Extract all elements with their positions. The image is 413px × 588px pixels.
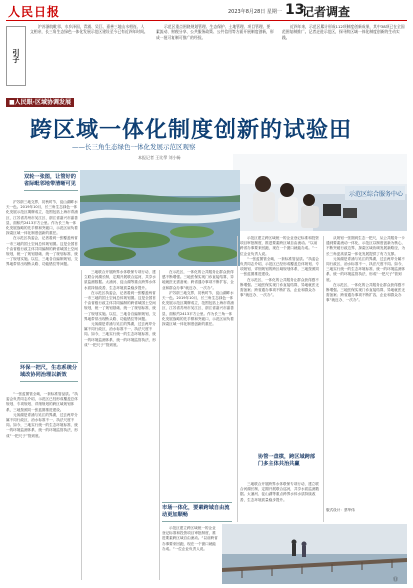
article-paragraph: 在示范区执委会，记者看到一张覆盖两省一市三地的国土空间总体规划图。这是全国首个由省级行政主体共同编制的跨省域国土空间规划，统一了规划基础、统一了规划标准、统一了规划实施。以往，三地各自编制规划，交界地带常出现断头路、功能错位等问题。 (84, 290, 156, 321)
article-paragraph: 在示范区，一体化的公共服务让群众获得感不断增强。三地医保实现门诊直接结算，异地就医无需备案；跨省通办事项不断扩容，企业和群众办事“就近办、一次办”。 (326, 282, 406, 303)
article-paragraph: 示范区建立跨区域统一的企业登记标准和投资项目审批制度，推进要素跨区域自由流动。“以前跨省办事要来回跑，现在一个窗口就能办成。”一位企业负责人说。 (240, 236, 319, 256)
byline: 本报记者 王比學 刘小畅 (138, 155, 181, 160)
intro-paragraph: 近四年来，示范区累计形成112项制度创新成果，其中38项已在全国范围复制推广。记者走进示范区，探寻跨区域一体化制度创新的生动实践。 (282, 24, 405, 40)
section-subhead: 双轮一张图，让管好的省际毗邻地带清晰可见 (24, 171, 78, 191)
service-center-photo (233, 154, 407, 231)
article-column (240, 236, 320, 456)
article-column (84, 270, 156, 580)
article-paragraph: 三地联合开展跨界水体联保专项行动，建立联合河湖长制，定期开展联合巡河，共享水质监测数据。太浦河、淀山湖等重点跨界水体水质持续改善，生态环境质量稳步提升。 (240, 482, 320, 502)
subheadline: ——长三角生态绿色一体化发展示范区观察 (72, 143, 196, 151)
newspaper-logo: 人民日报 (8, 5, 61, 19)
article-paragraph: “一张蓝图管全域，一套标准管品质。”执委会负责同志介绍，示范区已经形成覆盖总体规划、专项规划、详细规划的跨区域规划体系，三地按照同一张蓝图推进建设。 (6, 392, 78, 412)
masthead-rule (6, 20, 407, 21)
intro-paragraph: 示范区重点围绕规划管理、生态保护、土地管理、项目管理、要素流动、财税分享、公共服务政策、公共信用等方面开展制度创新，形成一批可复制可推广的经验。 (156, 24, 274, 40)
intro-column (30, 24, 148, 86)
page-number: 13 (285, 2, 305, 18)
article-paragraph: “一张蓝图管全域，一套标准管品质。”执委会负责同志介绍，示范区已经形成覆盖总体规划、专项规划、详细规划的跨区域规划体系，三地按照同一张蓝图推进建设。 (240, 256, 320, 277)
article-paragraph: 在示范区，一体化的公共服务让群众获得感不断增强。三地医保实现门诊直接结算，异地就医无需备案；跨省通办事项不断扩容，企业和群众办事“就近办、一次办”。 (240, 277, 320, 298)
article-paragraph: 沪苏浙三地交界，初秋时节，淀山湖畔水天一色。2019年10月，长三角生态绿色一体化发展示范区揭牌成立，范围包括上海市青浦区、江苏省苏州市吴江区、浙江省嘉兴市嘉善县，面积约2413平方公里。作为长三角一体化发展战略的先手棋和突破口，示范区肩负着探索区域一体化制度创新的重任。 (6, 200, 78, 236)
page-corner-number: ⑬ (393, 577, 399, 583)
article-paragraph: 三地联合开展跨界水体联保专项行动，建立联合河湖长制，定期开展联合巡河，共享水质监测数据。太浦河、淀山湖等重点跨界水体水质持续改善，生态环境质量稳步提升。 (84, 270, 156, 290)
lake-aerial-photo (80, 170, 240, 266)
article-paragraph: 元荡湖是青浦与吴江的界湖，过去两岸分属不同行政区，治水标准不一、执法尺度不同。如今，三地实行统一的生态环境标准、统一的环境监测体系、统一的环境监管执法，形成“一把尺子”管到底。 (84, 322, 156, 347)
intro-block (6, 24, 406, 86)
section-subhead: 协管一盘棋，跨区域跨部门多主体共治共赢 (258, 454, 316, 467)
layout-credit: 版式设计：蔡华伟 (326, 508, 355, 512)
section-title: 记者调查 (302, 5, 351, 19)
section-subhead: 环保一把尺，生态系统分域改协同治理以新效 (20, 362, 78, 382)
intro-column (156, 24, 274, 86)
column-kicker: ■人民眼·区域协调发展 (6, 98, 74, 107)
article-column (240, 482, 320, 522)
article-paragraph: 在示范区执委会，记者看到一张覆盖两省一市三地的国土空间总体规划图。这是全国首个由省级行政主体共同编制的跨省域国土空间规划，统一了规划基础、统一了规划标准、统一了规划实施。以往，三地各自编制规划，交界地带常出现断头路、功能错位等问题。 (6, 236, 78, 267)
article-paragraph: 元荡湖是青浦与吴江的界湖，过去两岸分属不同行政区，治水标准不一、执法尺度不同。如今，三地实行统一的生态环境标准、统一的环境监测体系、统一的环境监管执法，形成“一把尺子”管到底。 (326, 256, 406, 282)
photo-sign-text: 示范区综合服务中心 (349, 191, 404, 198)
issue-date: 2023年8月28日 星期一 (228, 9, 282, 15)
article-column (6, 392, 78, 580)
article-paragraph: 示范区建立跨区域统一的企业登记标准和投资项目审批制度，推进要素跨区域自由流动。“以前跨省办事要来回跑，现在一个窗口就能办成。”一位企业负责人说。 (162, 526, 218, 551)
masthead (0, 0, 413, 20)
headline: 跨区域一体化制度创新的试验田 (30, 118, 353, 143)
intro-column (282, 24, 406, 86)
article-column (162, 526, 218, 580)
intro-tag: 引子 (6, 26, 26, 86)
column-divider (237, 236, 238, 522)
article-paragraph: 在示范区，一体化的公共服务让群众获得感不断增强。三地医保实现门诊直接结算，异地就医无需备案；跨省通办事项不断扩容，企业和群众办事“就近办、一次办”。 (162, 270, 234, 290)
intro-paragraph: 沪苏浙皖毗邻，水乡泽国，青浦、吴江、嘉善三地山水相连、人文相亲，长三角生态绿色一体化发展示范区建设至今已有近四年时间。 (30, 24, 148, 35)
column-divider (81, 270, 82, 580)
column-divider (323, 236, 324, 522)
section-subhead: 市场一体化，要素跨域自由流动更加顺畅 (162, 502, 232, 522)
bridge-photo (222, 524, 407, 584)
article-column (6, 200, 78, 360)
article-paragraph: 沪苏浙三地交界，初秋时节，淀山湖畔水天一色。2019年10月，长三角生态绿色一体化发展示范区揭牌成立，范围包括上海市青浦区、江苏省苏州市吴江区、浙江省嘉兴市嘉善县，面积约2413平方公里。作为长三角一体化发展战略的先手棋和突破口，示范区肩负着探索区域一体化制度创新的重任。 (162, 290, 234, 327)
article-paragraph: 从规划一张图到生态一把尺，从公共服务一卡通到要素流动一体化，示范区以制度创新为核心，不断突破行政边界，探索区域协调发展新路径，为长三角更高质量一体化发展提供了有力支撑。 (326, 236, 406, 256)
column-divider (159, 270, 160, 580)
article-column (162, 270, 234, 500)
article-column (326, 236, 407, 506)
article-paragraph: 元荡湖是青浦与吴江的界湖，过去两岸分属不同行政区，治水标准不一、执法尺度不同。如今，三地实行统一的生态环境标准、统一的环境监测体系、统一的环境监管执法，形成“一把尺子”管到底。 (6, 412, 78, 438)
